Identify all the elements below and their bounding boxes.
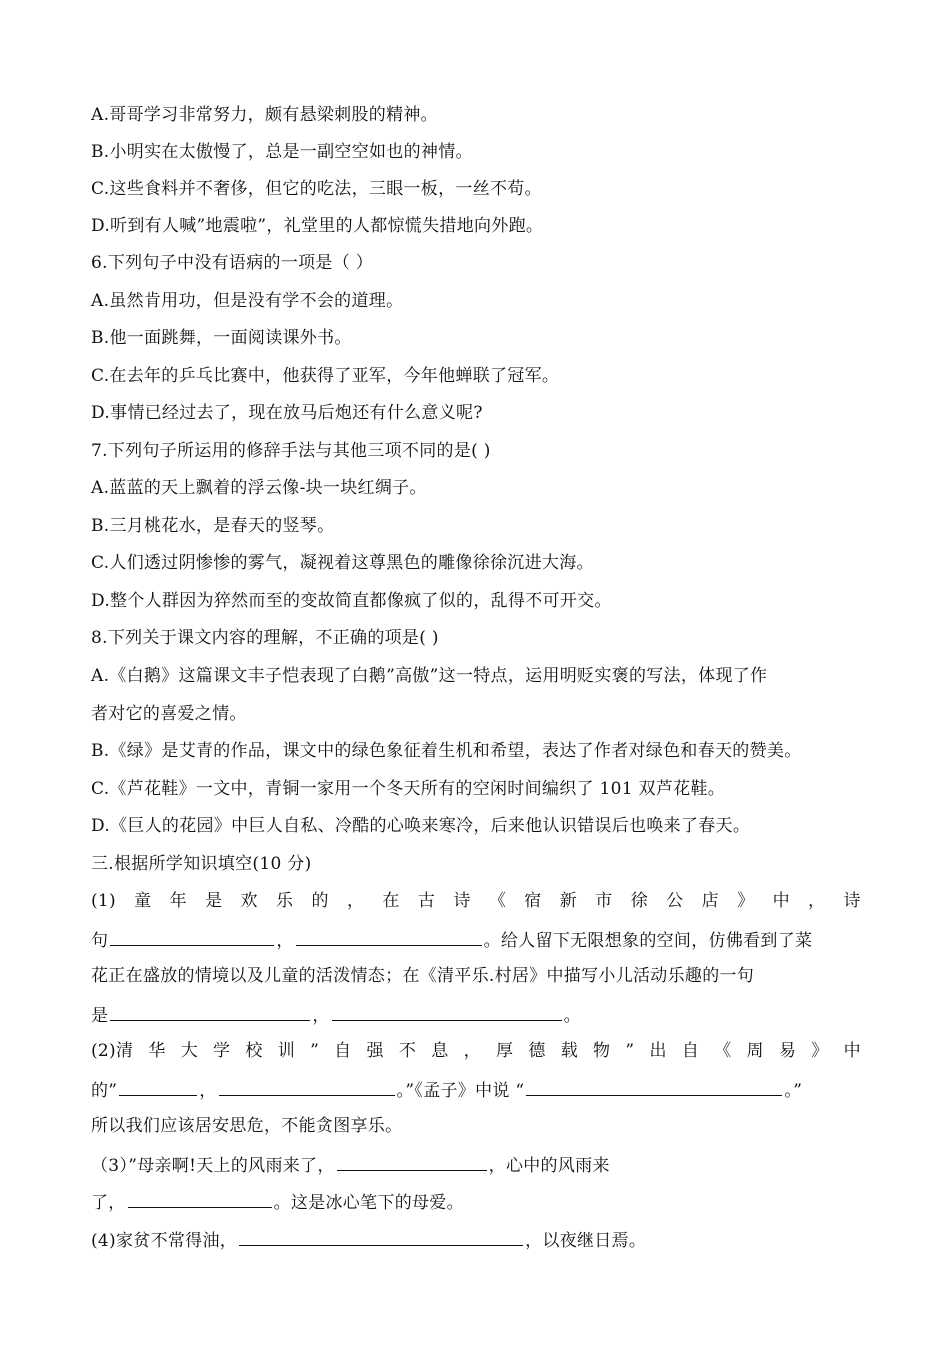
fill-1-char: 的 — [311, 891, 329, 911]
fill-2-char: ” — [625, 1041, 635, 1061]
fill-2-char: 载 — [560, 1041, 578, 1061]
fill-2-char: 华 — [148, 1041, 166, 1061]
fill-1-char: 欢 — [240, 891, 258, 911]
fill-1-char: 公 — [666, 891, 684, 911]
q6-stem: 6.下列句子中没有语病的一项是（ ） — [91, 253, 374, 273]
q6-option-b: B.他一面跳舞，一面阅读课外书。 — [91, 328, 352, 348]
fill-1-char: (1) — [91, 891, 116, 911]
fill-2-char: 学 — [213, 1041, 231, 1061]
fill-2-char: 强 — [366, 1041, 384, 1061]
fill-2-char: (2)清 — [91, 1041, 134, 1061]
fill-4-text-a: (4)家贫不常得油， — [91, 1231, 238, 1251]
q5-option-c: C.这些食料并不奢侈，但它的吃法，三眼一板，一丝不苟。 — [91, 179, 542, 199]
fill-3-line1 — [91, 1153, 861, 1177]
q7-option-d: D.整个人群因为猝然而至的变故简直都像疯了似的，乱得不可开交。 — [91, 591, 612, 611]
fill-1-char: 在 — [382, 891, 400, 911]
q8-option-a-line1: A.《白鹅》这篇课文丰子恺表现了白鹅”高傲”这一特点，运用明贬实褒的写法，体现了作 — [91, 666, 768, 686]
q5-option-d: D.听到有人喊”地震啦”，礼堂里的人都惊慌失措地向外跑。 — [91, 216, 544, 236]
fill-1-char: 诗 — [453, 891, 471, 911]
fill-2-char: 不 — [398, 1041, 417, 1061]
fill-3-text-a: （3）”母亲啊!天上的风雨来了， — [91, 1156, 335, 1176]
fill-1-char: 《 — [488, 891, 507, 911]
q7-option-b: B.三月桃花水，是春天的竖琴。 — [91, 516, 335, 536]
fill-1-text-b: ， — [276, 931, 294, 951]
fill-1-char: 诗 — [843, 891, 861, 911]
fill-2-line1 — [91, 1040, 861, 1062]
fill-1-char: 古 — [417, 891, 436, 911]
fill-2-char: ， — [463, 1041, 481, 1061]
answer-blank-2a[interactable] — [119, 1078, 197, 1096]
answer-blank-2b[interactable] — [219, 1078, 395, 1096]
q6-option-c: C.在去年的乒乓比赛中，他获得了亚军，今年他蝉联了冠军。 — [91, 366, 560, 386]
fill-1-text-a: 句 — [91, 931, 109, 951]
fill-1-char: ， — [346, 891, 365, 911]
fill-2-char: 物 — [593, 1041, 611, 1061]
fill-2-char: 大 — [180, 1041, 198, 1061]
fill-4-text-b: ，以夜继日焉。 — [525, 1231, 647, 1251]
fill-1-char: ， — [808, 891, 826, 911]
fill-2-char: 厚 — [495, 1041, 514, 1061]
fill-1-text-e: ， — [312, 1006, 330, 1026]
fill-1-text-c: 。给人留下无限想象的空间，仿佛看到了菜 — [483, 931, 813, 951]
q5-option-a: A.哥哥学习非常努力，颇有悬梁刺股的精神。 — [91, 105, 438, 125]
fill-2-text-a: 的” — [91, 1081, 118, 1101]
fill-2-char: 周 — [746, 1041, 764, 1061]
fill-1-char: 》 — [737, 891, 755, 911]
fill-2-char: ” — [310, 1041, 320, 1061]
fill-1-char: 童 — [134, 891, 152, 911]
fill-2-text-c: 。”《孟子》中说 “ — [396, 1081, 525, 1101]
fill-3-line2 — [91, 1190, 861, 1214]
fill-2-line3: 所以我们应该居安思危，不能贪图享乐。 — [91, 1116, 403, 1136]
answer-blank-3b[interactable] — [128, 1190, 272, 1208]
q7-stem: 7.下列句子所运用的修辞手法与其他三项不同的是( ) — [91, 441, 491, 461]
q6-option-a: A.虽然肯用功，但是没有学不会的道理。 — [91, 291, 404, 311]
fill-2-char: 易 — [778, 1041, 797, 1061]
fill-3-text-b: ，心中的风雨来 — [488, 1156, 610, 1176]
fill-1-char: 年 — [169, 891, 187, 911]
answer-blank-2c[interactable] — [526, 1078, 782, 1096]
fill-2-char: 校 — [245, 1041, 263, 1061]
fill-2-char: 中 — [843, 1041, 861, 1061]
fill-1-char: 宿 — [524, 891, 542, 911]
q7-option-a: A.蓝蓝的天上飘着的浮云像-块一块红绸子。 — [91, 478, 427, 498]
fill-2-char: 自 — [681, 1041, 700, 1061]
fill-1-line2 — [91, 928, 861, 952]
fill-1-line4 — [91, 1003, 861, 1027]
fill-2-char: 出 — [649, 1041, 667, 1061]
fill-1-char: 新 — [559, 891, 578, 911]
fill-2-text-d: 。” — [784, 1081, 803, 1101]
fill-2-text-b: ， — [199, 1081, 217, 1101]
q8-option-b: B.《绿》是艾青的作品，课文中的绿色象征着生机和希望，表达了作者对绿色和春天的赞美。 — [91, 741, 802, 761]
q8-option-c: C.《芦花鞋》一文中，青铜一家用一个冬天所有的空闲时间编织了 101 双芦花鞋。 — [91, 779, 726, 799]
fill-3-text-c: 了， — [91, 1193, 126, 1213]
q8-option-a-line2: 者对它的喜爱之情。 — [91, 704, 247, 724]
fill-4-line1 — [91, 1228, 861, 1252]
fill-1-char: 市 — [595, 891, 613, 911]
answer-blank-1d[interactable] — [332, 1003, 562, 1021]
fill-2-char: 《 — [714, 1041, 732, 1061]
fill-3-text-d: 。这是冰心笔下的母爱。 — [273, 1193, 464, 1213]
fill-2-char: 训 — [277, 1041, 296, 1061]
fill-1-char: 中 — [772, 891, 790, 911]
fill-2-char: 息 — [431, 1041, 449, 1061]
fill-2-char: 德 — [528, 1041, 546, 1061]
fill-1-char: 乐 — [276, 891, 294, 911]
fill-1-text-d: 是 — [91, 1006, 109, 1026]
answer-blank-1b[interactable] — [296, 928, 482, 946]
q5-option-b: B.小明实在太傲慢了，总是一副空空如也的神情。 — [91, 142, 473, 162]
answer-blank-1a[interactable] — [110, 928, 274, 946]
q6-option-d: D.事情已经过去了，现在放马后炮还有什么意义呢? — [91, 403, 483, 423]
fill-2-line2 — [91, 1078, 861, 1102]
fill-1-line1 — [91, 890, 861, 912]
fill-1-char: 店 — [701, 891, 719, 911]
fill-1-char: 是 — [205, 891, 223, 911]
fill-1-char: 徐 — [630, 891, 649, 911]
fill-1-line3: 花正在盛放的情境以及儿童的活泼情态；在《清平乐.村居》中描写小儿活动乐趣的一句 — [91, 966, 755, 986]
fill-1-text-f: 。 — [563, 1006, 581, 1026]
section-3-heading: 三.根据所学知识填空(10 分) — [91, 854, 312, 874]
answer-blank-1c[interactable] — [110, 1003, 310, 1021]
fill-2-char: 》 — [811, 1041, 829, 1061]
answer-blank-4a[interactable] — [239, 1228, 523, 1246]
q8-option-d: D.《巨人的花园》中巨人自私、冷酷的心唤来寒冷，后来他认识错误后也唤来了春天。 — [91, 816, 751, 836]
q8-stem: 8.下列关于课文内容的理解，不正确的项是( ) — [91, 628, 439, 648]
answer-blank-3a[interactable] — [337, 1153, 487, 1171]
q7-option-c: C.人们透过阴惨惨的雾气，凝视着这尊黑色的雕像徐徐沉进大海。 — [91, 553, 594, 573]
fill-2-char: 自 — [334, 1041, 352, 1061]
